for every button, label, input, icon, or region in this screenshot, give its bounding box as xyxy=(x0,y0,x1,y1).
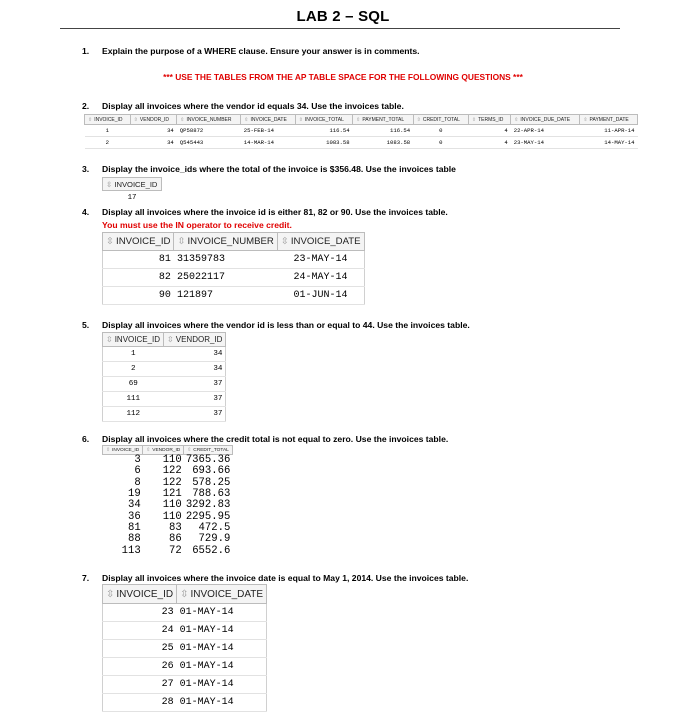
table-cell: 578.25 xyxy=(192,476,231,489)
table-cell: 01-MAY-14 xyxy=(177,676,267,694)
table-cell: 34 xyxy=(128,499,141,512)
table-cell: 6552.6 xyxy=(192,544,231,557)
table-cell: 23 xyxy=(103,604,177,622)
table-row xyxy=(103,622,267,640)
table-row xyxy=(103,377,226,392)
table-cell: 83 xyxy=(169,521,182,534)
table-cell: 2 xyxy=(85,137,131,149)
column-header[interactable] xyxy=(103,585,177,604)
table-row xyxy=(103,534,233,545)
table-row xyxy=(103,545,233,556)
sort-icon: ⇳ xyxy=(416,116,421,123)
table-cell: 729.9 xyxy=(198,533,231,546)
header-row xyxy=(103,233,365,251)
table-cell: 81 xyxy=(128,521,141,534)
table-cell: 122 xyxy=(162,465,182,478)
header-row xyxy=(103,178,162,191)
table-cell: 01-MAY-14 xyxy=(177,604,267,622)
table-row xyxy=(103,362,226,377)
sort-icon: ⇳ xyxy=(298,116,303,123)
sort-icon: ⇳ xyxy=(514,116,519,123)
question-number: 7. xyxy=(82,573,90,583)
table-cell: 34 xyxy=(130,137,177,149)
table-cell: 25022117 xyxy=(174,269,277,287)
table-cell: 23-MAY-14 xyxy=(511,137,580,149)
table-cell: 37 xyxy=(164,392,226,407)
column-header-label: INVOICE_DUE_DATE xyxy=(520,116,571,123)
table-row xyxy=(103,191,162,205)
table-cell: 14-MAY-14 xyxy=(580,137,638,149)
table-cell: 0 xyxy=(413,137,468,149)
sort-icon: ⇳ xyxy=(146,447,151,453)
table-row xyxy=(103,347,226,362)
column-header-label: INVOICE_DATE xyxy=(190,588,264,600)
results-table-q3 xyxy=(102,177,162,204)
column-header[interactable] xyxy=(468,115,510,125)
table-cell: 19 xyxy=(128,488,141,501)
table-row xyxy=(85,137,638,149)
table-row xyxy=(103,392,226,407)
table-cell: 14-MAR-14 xyxy=(241,137,295,149)
question-2 xyxy=(82,101,404,111)
results-table-q7 xyxy=(102,584,267,712)
question-number: 5. xyxy=(82,320,90,330)
column-header[interactable] xyxy=(130,115,177,125)
table-cell: 81 xyxy=(103,251,174,269)
sort-icon: ⇳ xyxy=(583,116,588,123)
column-header-label: INVOICE_DATE xyxy=(290,236,361,247)
table-cell: 31359783 xyxy=(174,251,277,269)
table-cell: 72 xyxy=(169,544,182,557)
question-4 xyxy=(82,207,448,217)
table-cell: 86 xyxy=(169,533,182,546)
results-table-q5 xyxy=(102,332,226,422)
table-cell: 3292.83 xyxy=(185,499,231,512)
table-row xyxy=(85,125,638,137)
sort-icon: ⇳ xyxy=(356,116,361,123)
table-row xyxy=(103,640,267,658)
column-header[interactable] xyxy=(184,446,233,455)
question-text: Display all invoices where the invoice id is either 81, 82 or 90. Use the invoices table. xyxy=(102,207,448,217)
table-cell: 112 xyxy=(103,407,164,422)
sort-icon: ⇳ xyxy=(133,116,138,123)
table-cell: 34 xyxy=(164,362,226,377)
table-cell: 27 xyxy=(103,676,177,694)
table-cell: 26 xyxy=(103,658,177,676)
table-cell: 111 xyxy=(103,392,164,407)
question-3 xyxy=(82,164,456,174)
question-6 xyxy=(82,434,448,444)
sort-icon: ⇳ xyxy=(177,236,186,247)
column-header-label: INVOICE_TOTAL xyxy=(304,116,344,123)
header-row xyxy=(103,333,226,347)
column-header[interactable] xyxy=(413,115,468,125)
table-cell: 110 xyxy=(162,499,182,512)
table-cell: 82 xyxy=(103,269,174,287)
question-number: 3. xyxy=(82,164,90,174)
table-cell: 472.5 xyxy=(198,521,231,534)
sort-icon: ⇳ xyxy=(187,447,192,453)
table-cell: 01-MAY-14 xyxy=(177,658,267,676)
table-cell: 01-JUN-14 xyxy=(277,287,364,305)
column-header-label: INVOICE_ID xyxy=(114,335,161,344)
column-header[interactable] xyxy=(103,233,174,251)
question-text: Explain the purpose of a WHERE clause. Ensure your answer is in comments. xyxy=(102,46,420,56)
table-cell: 23-MAY-14 xyxy=(277,251,364,269)
table-row xyxy=(103,287,365,305)
table-row xyxy=(103,407,226,422)
question-text: Display all invoices where the vendor id is less than or equal to 44. Use the invoices table. xyxy=(102,320,470,330)
table-row xyxy=(103,604,267,622)
table-cell: 693.66 xyxy=(192,465,231,478)
table-cell: 37 xyxy=(164,407,226,422)
table-row xyxy=(103,676,267,694)
table-cell: 24-MAY-14 xyxy=(277,269,364,287)
table-cell: 1083.58 xyxy=(295,137,352,149)
column-header[interactable] xyxy=(103,333,164,347)
column-header-label: TERMS_ID xyxy=(478,116,504,123)
sort-icon: ⇳ xyxy=(88,116,93,123)
header-row xyxy=(85,115,638,125)
column-header[interactable] xyxy=(177,585,267,604)
column-header-label: INVOICE_ID xyxy=(94,116,123,123)
table-cell: 110 xyxy=(162,510,182,523)
table-cell: 116.54 xyxy=(353,125,414,137)
column-header[interactable] xyxy=(174,233,277,251)
table-cell: 01-MAY-14 xyxy=(177,694,267,712)
table-cell: 25 xyxy=(103,640,177,658)
table-cell: 01-MAY-14 xyxy=(177,640,267,658)
question-text: Display the invoice_ids where the total of the invoice is $356.48. Use the invoices table xyxy=(102,164,456,174)
table-cell: 1 xyxy=(103,347,164,362)
column-header[interactable] xyxy=(164,333,226,347)
table-row xyxy=(103,658,267,676)
column-header-label: VENDOR_ID xyxy=(152,447,181,453)
table-cell: 36 xyxy=(128,510,141,523)
requirement-note: You must use the IN operator to receive credit. xyxy=(102,220,292,230)
column-header-label: INVOICE_ID xyxy=(114,179,158,189)
column-header-label: PAYMENT_TOTAL xyxy=(362,116,405,123)
table-cell: 8 xyxy=(134,476,141,489)
column-header-label: INVOICE_NUMBER xyxy=(186,116,232,123)
table-cell: 116.54 xyxy=(295,125,352,137)
question-1 xyxy=(82,46,420,56)
table-cell: 90 xyxy=(103,287,174,305)
table-cell: 6 xyxy=(134,465,141,478)
sort-icon: ⇳ xyxy=(106,335,113,344)
question-text: Display all invoices where the vendor id equals 34. Use the invoices table. xyxy=(102,101,404,111)
table-row xyxy=(103,269,365,287)
header-row xyxy=(103,585,267,604)
column-header[interactable] xyxy=(580,115,638,125)
column-header-label: CREDIT_TOTAL xyxy=(193,447,229,453)
table-row xyxy=(103,251,365,269)
table-cell: 110 xyxy=(162,454,182,467)
table-cell: 788.63 xyxy=(192,488,231,501)
question-text: Display all invoices where the invoice date is equal to May 1, 2014. Use the invoices table. xyxy=(102,573,469,583)
sort-icon: ⇳ xyxy=(180,588,189,600)
table-cell: 1 xyxy=(85,125,131,137)
column-header-label: PAYMENT_DATE xyxy=(589,116,629,123)
table-cell: 1083.58 xyxy=(353,137,414,149)
sort-icon: ⇳ xyxy=(106,588,115,600)
table-cell: QP58872 xyxy=(177,125,241,137)
table-cell: 4 xyxy=(468,125,510,137)
column-header-label: INVOICE_DATE xyxy=(250,116,287,123)
sort-icon: ⇳ xyxy=(106,236,115,247)
table-cell: 3 xyxy=(134,454,141,467)
sort-icon: ⇳ xyxy=(280,236,289,247)
question-5 xyxy=(82,320,470,330)
results-table-q2 xyxy=(84,114,638,149)
column-header-label: INVOICE_NUMBER xyxy=(187,236,274,247)
table-cell: 34 xyxy=(164,347,226,362)
question-text: Display all invoices where the credit total is not equal to zero. Use the invoices table. xyxy=(102,434,449,444)
table-cell: 34 xyxy=(130,125,177,137)
table-cell: 88 xyxy=(128,533,141,546)
instruction-note: *** USE THE TABLES FROM THE AP TABLE SPACE FOR THE FOLLOWING QUESTIONS *** xyxy=(163,72,523,82)
column-header-label: VENDOR_ID xyxy=(175,335,223,344)
table-cell: 28 xyxy=(103,694,177,712)
column-header-label: INVOICE_ID xyxy=(116,588,174,600)
sort-icon: ⇳ xyxy=(167,335,174,344)
column-header[interactable] xyxy=(353,115,414,125)
table-cell: 22-APR-14 xyxy=(511,125,580,137)
table-row xyxy=(103,466,233,477)
column-header-label: VENDOR_ID xyxy=(139,116,170,123)
table-cell: 17 xyxy=(127,193,137,202)
table-cell: 11-APR-14 xyxy=(580,125,638,137)
page-title: LAB 2 – SQL xyxy=(296,8,390,25)
title-divider xyxy=(60,28,620,29)
table-cell: 121897 xyxy=(174,287,277,305)
table-cell: 24 xyxy=(103,622,177,640)
table-cell: 4 xyxy=(468,137,510,149)
question-number: 4. xyxy=(82,207,90,217)
column-header[interactable] xyxy=(143,446,184,455)
sort-icon: ⇳ xyxy=(471,116,477,123)
column-header[interactable] xyxy=(103,446,143,455)
table-cell: 0 xyxy=(413,125,468,137)
column-header-label: INVOICE_ID xyxy=(116,236,171,247)
column-header-label: INVOICE_ID xyxy=(112,447,140,453)
table-row xyxy=(103,500,233,511)
table-cell: 113 xyxy=(121,544,141,557)
table-cell: 25-FEB-14 xyxy=(241,125,295,137)
question-number: 6. xyxy=(82,434,90,444)
sort-icon: ⇳ xyxy=(244,116,249,123)
table-cell: 69 xyxy=(103,377,164,392)
table-cell: 2295.95 xyxy=(185,510,231,523)
header-row xyxy=(103,446,233,455)
column-header[interactable] xyxy=(241,115,295,125)
column-header-label: CREDIT_TOTAL xyxy=(422,116,460,123)
results-table-q4 xyxy=(102,232,365,305)
question-7 xyxy=(82,573,468,583)
column-header[interactable] xyxy=(511,115,580,125)
table-cell: 01-MAY-14 xyxy=(177,622,267,640)
table-cell: Q545443 xyxy=(177,137,241,149)
table-cell: 121 xyxy=(162,488,182,501)
column-header[interactable] xyxy=(85,115,131,125)
sort-icon: ⇳ xyxy=(180,116,185,123)
column-header[interactable] xyxy=(295,115,352,125)
table-cell: 37 xyxy=(164,377,226,392)
sort-icon: ⇳ xyxy=(106,179,113,189)
column-header[interactable] xyxy=(177,115,241,125)
column-header[interactable] xyxy=(277,233,364,251)
table-cell: 2 xyxy=(103,362,164,377)
table-cell: 122 xyxy=(162,476,182,489)
table-row xyxy=(103,694,267,712)
question-number: 2. xyxy=(82,101,90,111)
column-header[interactable] xyxy=(103,178,162,191)
sort-icon: ⇳ xyxy=(106,447,111,453)
question-number: 1. xyxy=(82,46,90,56)
table-cell: 7365.36 xyxy=(185,454,231,467)
results-table-q6 xyxy=(102,445,233,557)
